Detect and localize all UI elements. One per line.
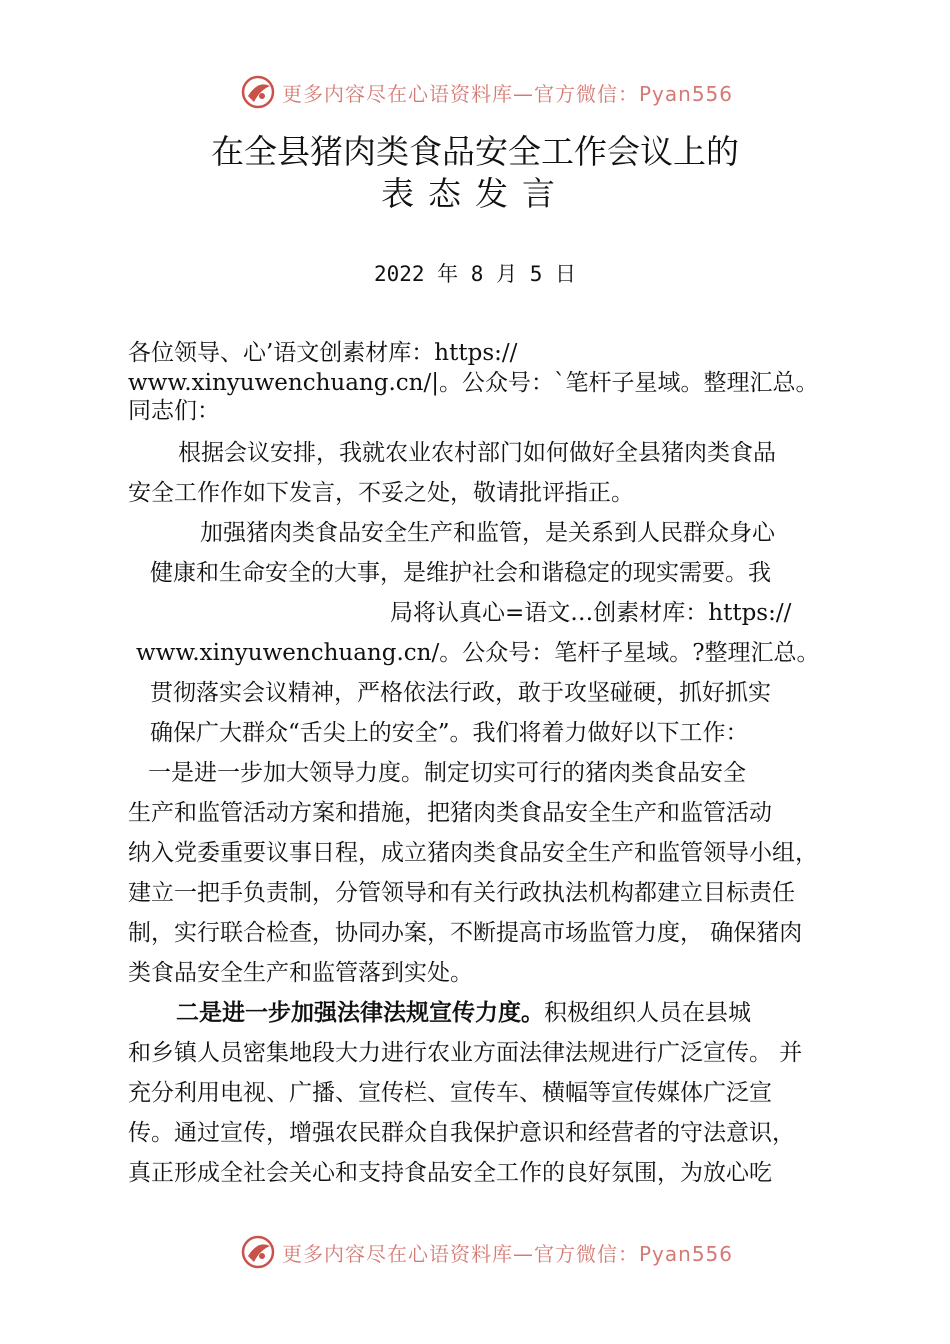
paragraph-line: 和乡镇人员密集地段大力进行农业方面法律法规进行广泛宣传。 并: [128, 1040, 803, 1066]
paragraph-text: 积极组织人员在县城: [544, 1000, 751, 1026]
section-heading: 二是进一步加强法律法规宣传力度。: [176, 1000, 544, 1026]
paragraph-line: 加强猪肉类食品安全生产和监管，是关系到人民群众身心: [200, 520, 775, 546]
paragraph-line: 充分利用电视、广播、宣传栏、宣传车、横幅等宣传媒体广泛宣: [128, 1080, 772, 1106]
paragraph-line: 根据会议安排，我就农业农村部门如何做好全县猪肉类食品: [178, 440, 776, 466]
document-date: 2022 年 8 月 5 日: [373, 262, 577, 286]
paragraph-line: www.xinyuwenchuang.cn/。公众号：笔杆子星域。?整理汇总。: [136, 640, 820, 666]
paragraph-line: 一是进一步加大领导力度。制定切实可行的猪肉类食品安全: [148, 760, 746, 786]
watermark-footer: [240, 1232, 760, 1272]
watermark-text: 更多内容尽在心语资料库—官方微信：Pyan556: [282, 1241, 734, 1266]
paragraph-line: 健康和生命安全的大事，是维护社会和谐稳定的现实需要。我: [150, 560, 771, 586]
paragraph-line: 贯彻落实会议精神，严格依法行政，敢于攻坚碰硬，抓好抓实: [150, 680, 771, 706]
watermark-text: 更多内容尽在心语资料库—官方微信：Pyan556: [282, 81, 734, 106]
paragraph-line: 类食品安全生产和监管落到实处。: [128, 960, 473, 986]
paragraph-line: 确保广大群众“舌尖上的安全”。我们将着力做好以下工作：: [150, 720, 749, 746]
paragraph-line: 真正形成全社会关心和支持食品安全工作的良好氛围，为放心吃: [128, 1160, 772, 1186]
paragraph-line: 安全工作作如下发言，不妥之处，敬请批评指正。: [128, 480, 634, 506]
salutation-line: www.xinyuwenchuang.cn/|。公众号：`笔杆子星域。整理汇总。: [128, 370, 819, 396]
paragraph-line: 生产和监管活动方案和措施，把猪肉类食品安全生产和监管活动: [128, 800, 772, 826]
paragraph-line: 纳入党委重要议事日程，成立猪肉类食品安全生产和监管领导小组，: [128, 840, 818, 866]
salutation-line: 各位领导、心’语文创素材库：https://: [128, 340, 518, 366]
paragraph-line: [176, 998, 751, 1028]
page-title: 在全县猪肉类食品安全工作会议上的: [211, 132, 739, 171]
salutation-line: 同志们：: [128, 398, 220, 424]
brand-logo-icon: [240, 74, 276, 110]
paragraph-line: 制，实行联合检查，协同办案，不断提高市场监管力度， 确保猪肉: [128, 920, 803, 946]
brand-logo-icon: [240, 1234, 276, 1270]
page-subtitle: 表态发言: [381, 174, 569, 213]
paragraph-line: 传。通过宣传，增强农民群众自我保护意识和经营者的守法意识，: [128, 1120, 795, 1146]
paragraph-line: 建立一把手负责制，分管领导和有关行政执法机构都建立目标责任: [128, 880, 795, 906]
paragraph-line: 局将认真心=语文…创素材库：https://: [390, 600, 792, 626]
watermark-header: [240, 72, 760, 112]
